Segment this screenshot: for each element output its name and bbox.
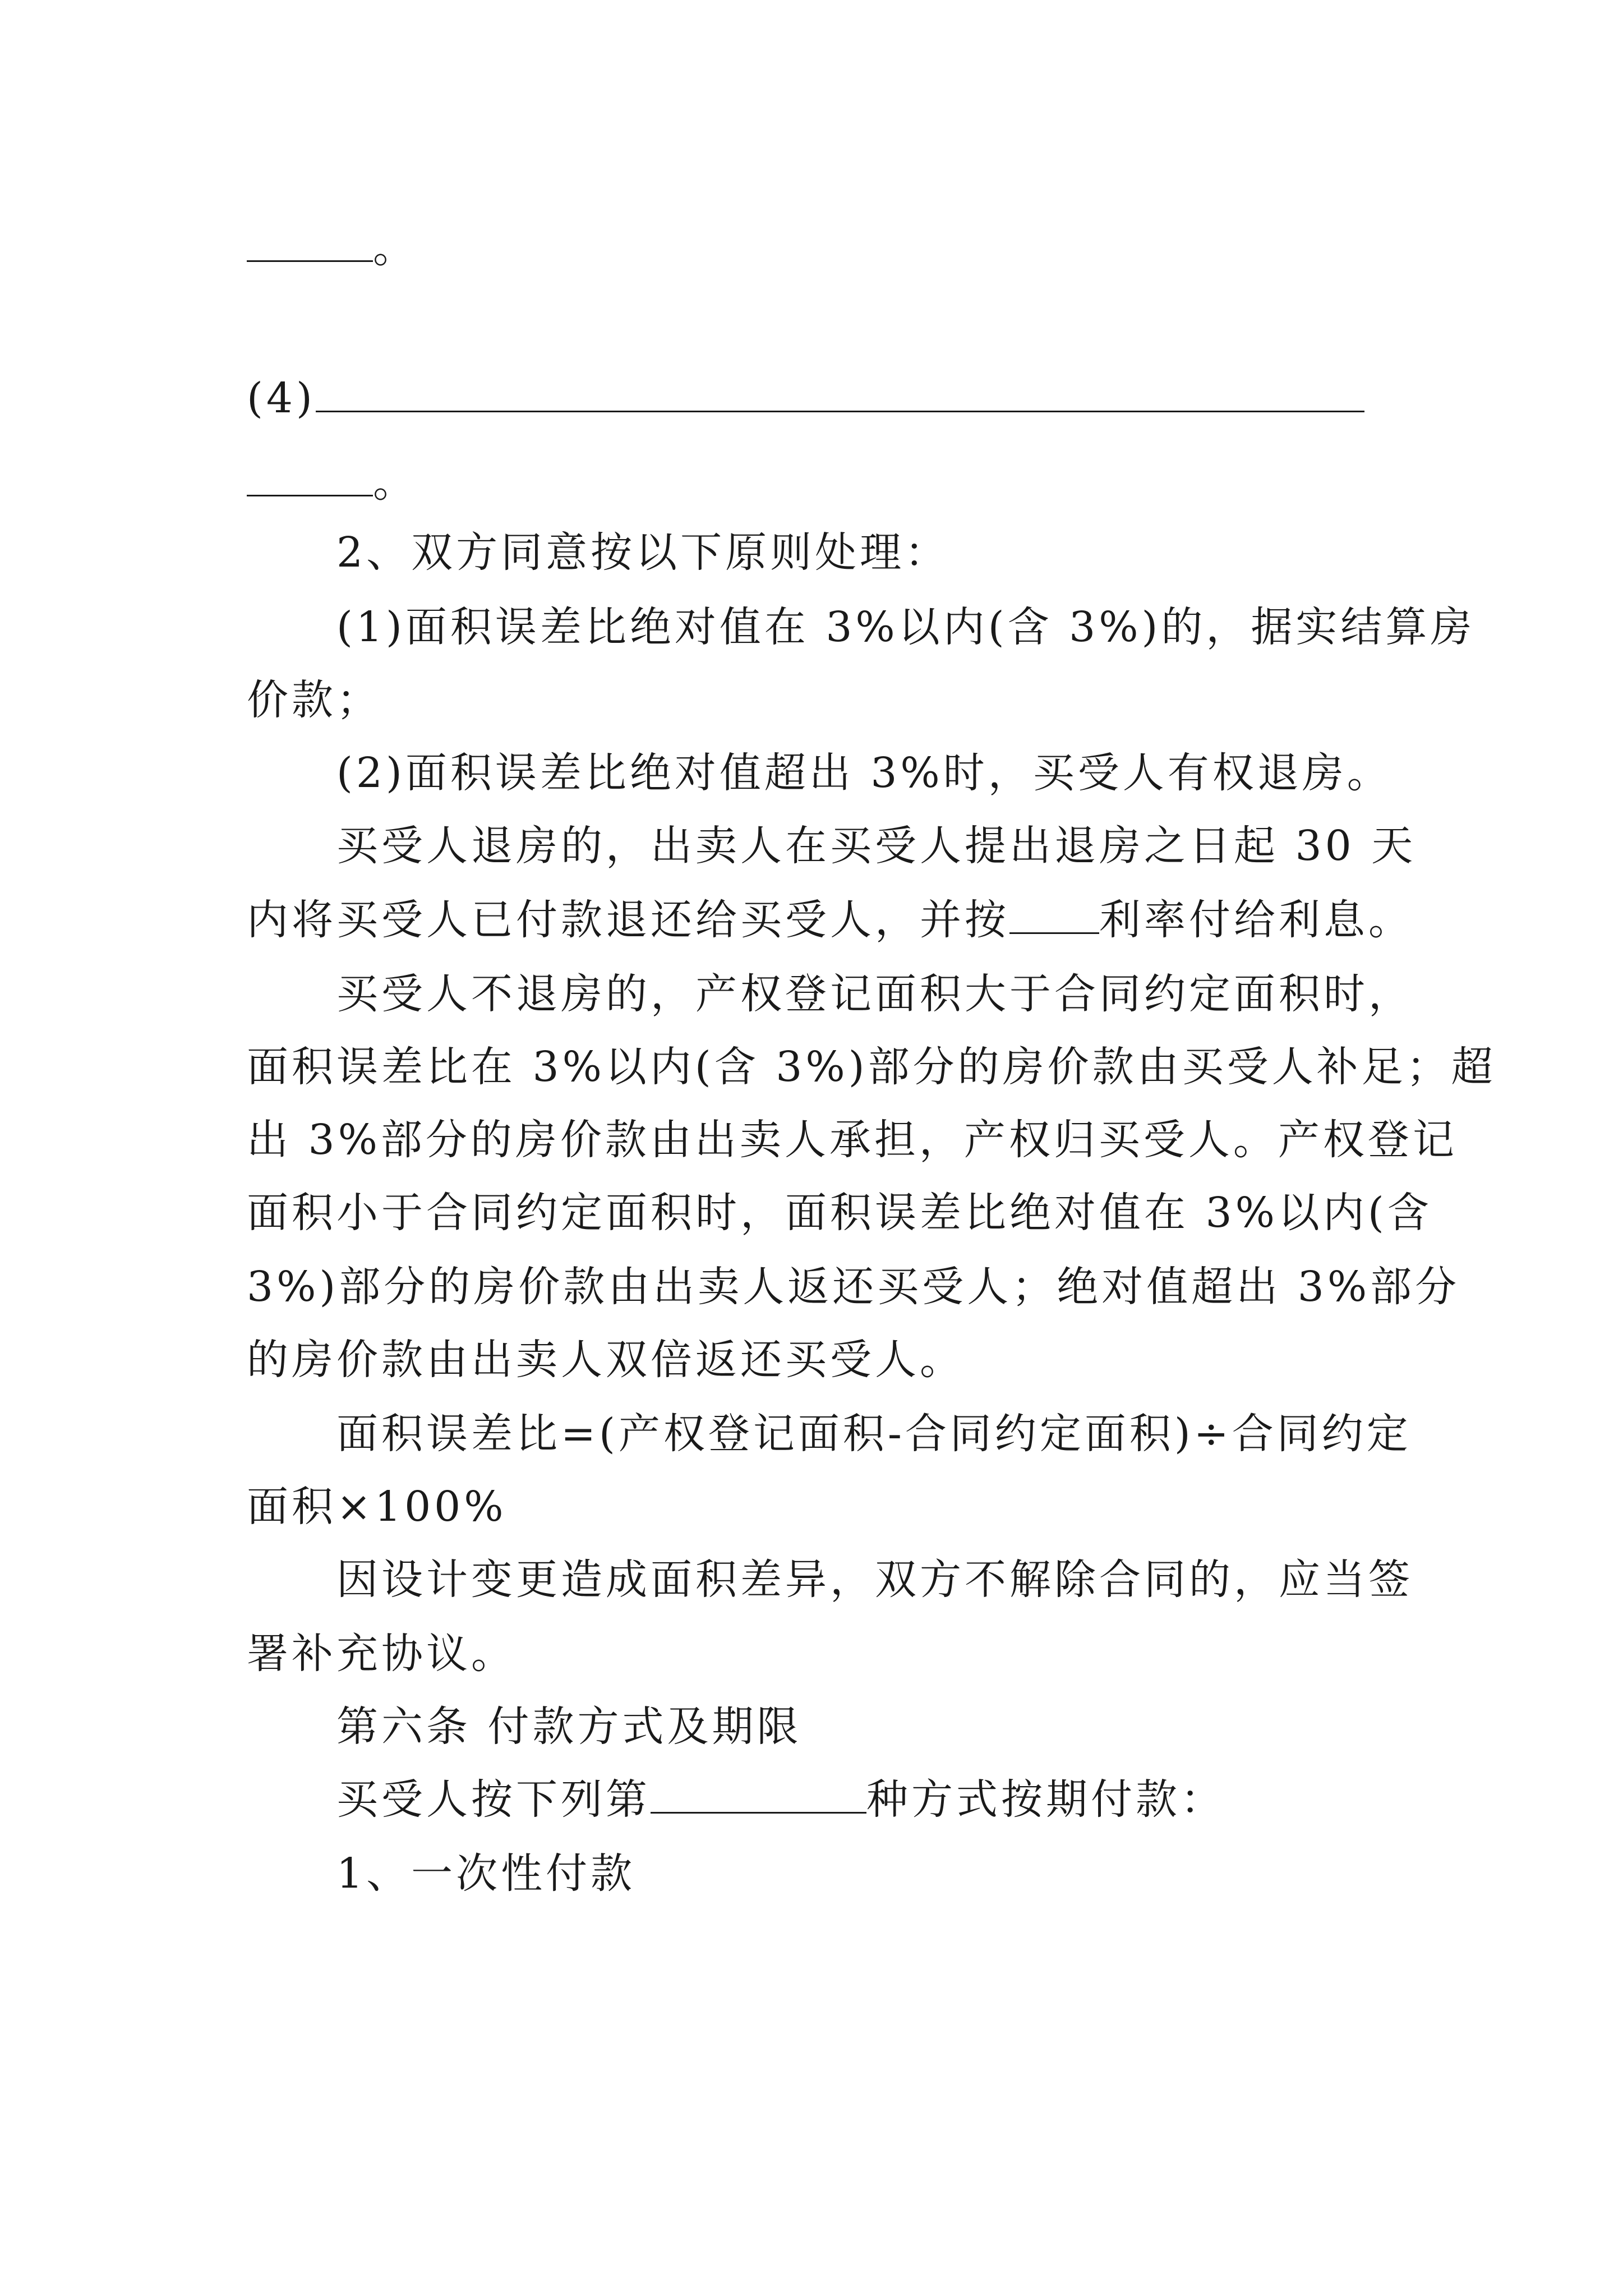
list-item: 1、一次性付款: [336, 1849, 636, 1898]
fill-blank[interactable]: [247, 459, 373, 496]
payment-method-blank[interactable]: [651, 1776, 866, 1814]
paragraph-line: (2)面积误差比绝对值超出 3%时，买受人有权退房。: [336, 749, 1392, 797]
paragraph-line: 买受人退房的，出卖人在买受人提出退房之日起 30 天: [336, 822, 1417, 870]
paragraph-line: 价款；: [247, 676, 381, 724]
fill-blank[interactable]: [247, 224, 373, 262]
item-number: (4): [247, 374, 316, 422]
paragraph-line: 的房价款由出卖人双倍返还买受人。: [247, 1336, 965, 1384]
paragraph-line: [247, 892, 1413, 948]
line-3: [247, 454, 418, 510]
fill-blank-long[interactable]: [316, 375, 1364, 412]
paragraph-line: 买受人不退房的，产权登记面积大于合同约定面积时，: [336, 970, 1413, 1018]
article-heading: 第六条 付款方式及期限: [336, 1703, 802, 1751]
line-text: 利率付给利息。: [1099, 896, 1413, 944]
line-text: 内将买受人已付款退还给买受人，并按: [247, 896, 1009, 944]
line-text: 买受人按下列第: [336, 1775, 651, 1824]
paragraph-line: 出 3%部分的房价款由出卖人承担，产权归买受人。产权登记: [247, 1116, 1458, 1164]
line-text: 。: [373, 458, 418, 507]
clause-heading: 2、双方同意按以下原则处理：: [336, 528, 950, 577]
line-1: [247, 220, 418, 276]
line-text: 种方式按期付款：: [866, 1775, 1225, 1824]
paragraph-line: 署补充协议。: [247, 1630, 516, 1678]
formula-line: 面积误差比=(产权登记面积-合同约定面积)÷合同约定: [336, 1410, 1412, 1458]
formula-line: 面积×100%: [247, 1483, 507, 1531]
interest-rate-blank[interactable]: [1009, 896, 1099, 934]
paragraph-line: 面积误差比在 3%以内(含 3%)部分的房价款由买受人补足；超: [247, 1043, 1496, 1091]
paragraph-line: 3%)部分的房价款由出卖人返还买受人；绝对值超出 3%部分: [247, 1263, 1460, 1311]
paragraph-line: [336, 1772, 1225, 1828]
line-text: 。: [373, 224, 418, 272]
line-2: [247, 370, 1364, 426]
paragraph-line: 面积小于合同约定面积时，面积误差比绝对值在 3%以内(含: [247, 1189, 1432, 1237]
paragraph-line: 因设计变更造成面积差异，双方不解除合同的，应当签: [336, 1556, 1413, 1604]
paragraph-line: (1)面积误差比绝对值在 3%以内(含 3%)的，据实结算房: [336, 603, 1476, 651]
